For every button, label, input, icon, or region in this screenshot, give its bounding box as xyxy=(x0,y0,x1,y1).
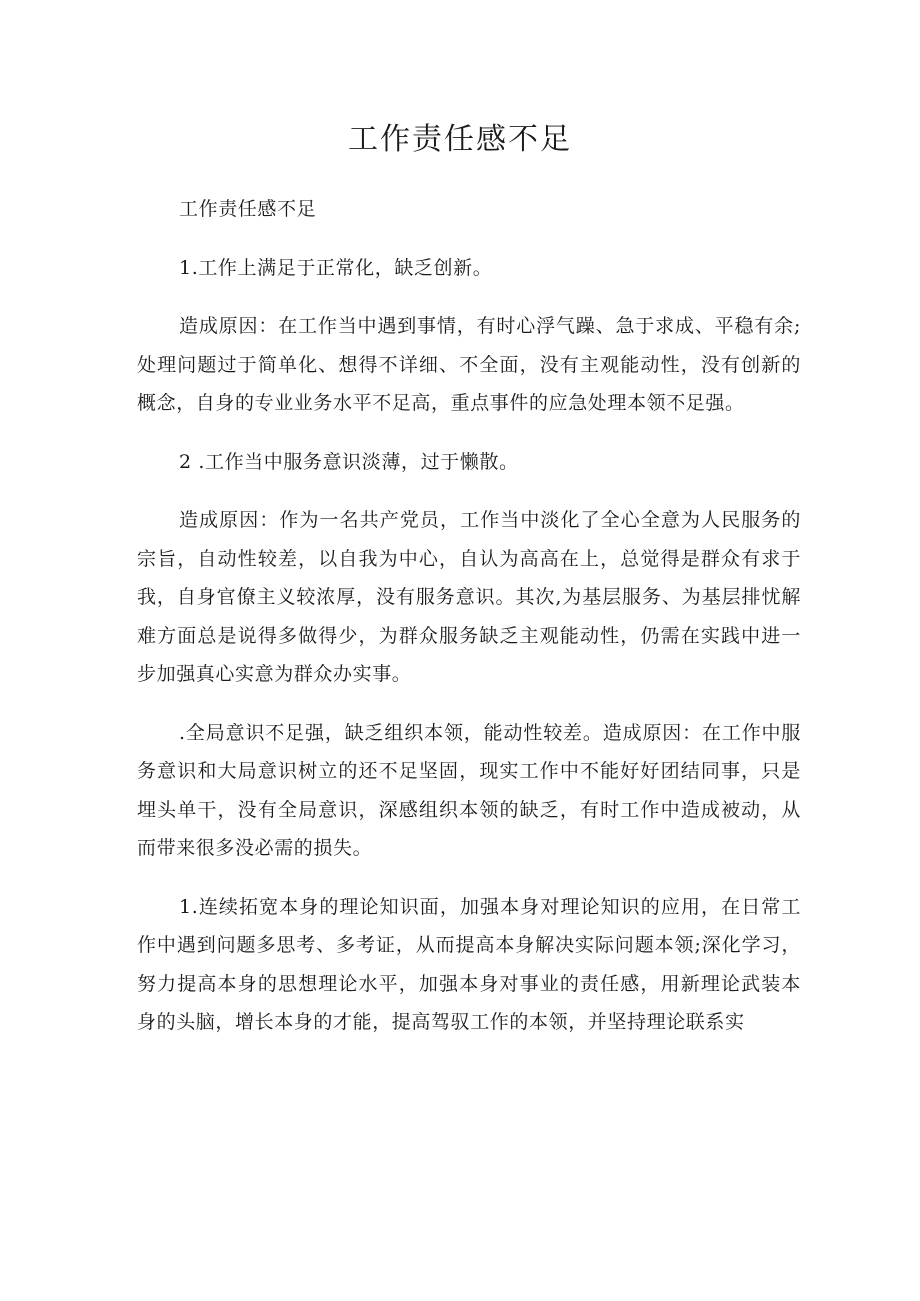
document-title: 工作责任感不足 xyxy=(348,122,572,157)
paragraph-item-2: 2 .工作当中服务意识淡薄，过于懒散。 xyxy=(179,450,519,473)
paragraph-measure-1: 1.连续拓宽本身的理论知识面，加强本身对理论知识的应用，在日常工作中遇到问题多思考、多考证，从而提高本身解决实际问题本领;深化学习，努力提高本身的思想理论水平，加强本身对事业的责任感，用新理论武装本身的头脑，增长本身的才能，提高驾驭工作的本领，并坚持理论联系实 xyxy=(137,895,801,1033)
paragraph-cause-1: 造成原因：在工作当中遇到事情，有时心浮气躁、急于求成、平稳有余;处理问题过于简单化、想得不详细、不全面，没有主观能动性，没有创新的概念，自身的专业业务水平不足高，重点事件的应急处理本领不足强。 xyxy=(137,315,801,414)
paragraph-item-1: 1.工作上满足于正常化，缺乏创新。 xyxy=(179,256,493,279)
paragraph-heading: 工作责任感不足 xyxy=(179,198,317,220)
document-body xyxy=(137,190,801,1062)
paragraph-item-3: .全局意识不足强，缺乏组织本领，能动性较差。造成原因：在工作中服务意识和大局意识树立的还不足坚固，现实工作中不能好好团结同事，只是埋头单干，没有全局意识，深感组织本领的缺乏，有时工作中造成被动，从而带来很多没必需的损失。 xyxy=(137,721,801,859)
paragraph-cause-2: 造成原因：作为一名共产党员，工作当中淡化了全心全意为人民服务的宗旨，自动性较差，以自我为中心，自认为高高在上，总觉得是群众有求于我，自身官僚主义较浓厚，没有服务意识。其次,为基层服务、为基层排忧解难方面总是说得多做得少，为群众服务缺乏主观能动性，仍需在实践中进一步加强真心实意为群众办实事。 xyxy=(137,509,801,685)
